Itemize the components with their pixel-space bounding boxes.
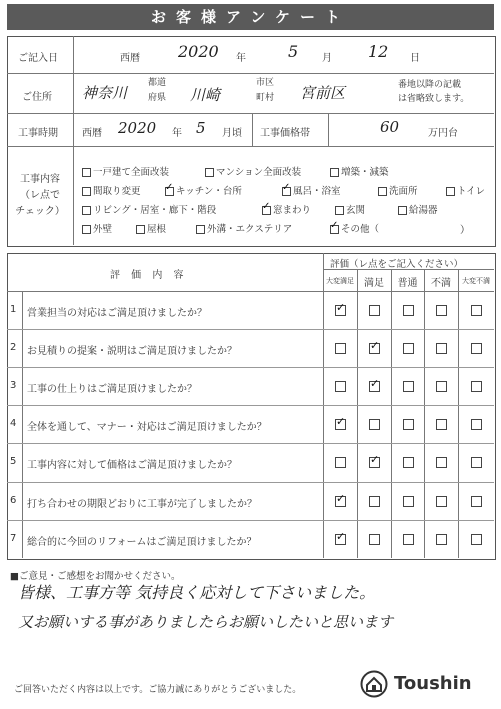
work-period-month-unit: 月頃: [222, 128, 242, 139]
checkbox-icon[interactable]: [335, 206, 344, 215]
rating-column-header: 普通: [397, 278, 418, 289]
work-option[interactable]: [282, 183, 341, 197]
rating-checkbox[interactable]: [403, 534, 414, 545]
date-day-unit: 日: [410, 53, 420, 64]
question-text: 打ち合わせの期限どおりに工事が完了しましたか？: [27, 498, 257, 510]
work-option[interactable]: [136, 221, 166, 235]
price-range-value[interactable]: 60: [380, 118, 400, 136]
date-year-unit: 年: [236, 53, 246, 64]
evaluation-table: [7, 253, 496, 560]
work-option-label: リビング・居室・廊下・階段: [93, 205, 217, 216]
work-option-label: 外壁: [93, 224, 113, 235]
work-content-label: 工事内容 （レ点で チェック）: [15, 174, 65, 217]
evaluation-header-rating: 評価（レ点をご記入ください）: [330, 259, 464, 270]
work-period-era: 西暦: [82, 128, 102, 139]
question-number: 7: [10, 532, 17, 544]
work-option[interactable]: [446, 183, 485, 197]
work-option-label: 給湯器: [409, 205, 438, 216]
work-option-label: 外溝・エクステリア: [207, 224, 293, 235]
checkbox-icon[interactable]: [82, 225, 91, 234]
work-option[interactable]: [82, 164, 169, 178]
address-town-value[interactable]: 宮前区: [300, 84, 346, 102]
price-range-unit: 万円台: [428, 128, 458, 139]
address-city-units: 市区 町村: [256, 78, 275, 103]
rating-checkbox[interactable]: [369, 419, 380, 430]
question-text: 工事の仕上りはご満足頂けましたか？: [27, 384, 197, 396]
checkbox-icon[interactable]: [205, 168, 214, 177]
address-pref-value[interactable]: 神奈川: [82, 84, 128, 102]
checkbox-icon[interactable]: [330, 225, 339, 234]
checkbox-icon[interactable]: [378, 187, 387, 196]
work-option-label: トイレ: [457, 186, 486, 197]
brand-name: Toushin: [394, 673, 472, 694]
other-close-paren: ）: [460, 225, 470, 236]
rating-column-header: 満足: [364, 278, 384, 289]
rating-checkbox[interactable]: [471, 305, 482, 316]
rating-checkbox[interactable]: [335, 343, 346, 354]
address-note: 番地以降の記載 は省略致します。: [398, 80, 470, 104]
question-text: 工事内容に対して価格はご満足頂けましたか？: [27, 460, 237, 472]
rating-checkbox[interactable]: [335, 419, 346, 430]
work-period-year-unit: 年: [172, 128, 182, 139]
question-number: 2: [10, 342, 17, 354]
checkbox-icon[interactable]: [446, 187, 455, 196]
work-period-label: 工事時期: [18, 128, 58, 139]
question-number: 3: [10, 380, 17, 392]
rating-checkbox[interactable]: [335, 381, 346, 392]
rating-checkbox[interactable]: [369, 305, 380, 316]
work-option-label: 増築・減築: [341, 167, 389, 178]
rating-checkbox[interactable]: [436, 496, 447, 507]
rating-checkbox[interactable]: [436, 305, 447, 316]
question-text: お見積りの提案・説明はご満足頂けましたか？: [27, 346, 237, 358]
rating-checkbox[interactable]: [436, 343, 447, 354]
address-city-value[interactable]: 川崎: [190, 86, 221, 104]
rating-checkbox[interactable]: [471, 419, 482, 430]
checkbox-icon[interactable]: [262, 206, 271, 215]
question-text: 営業担当の対応はご満足頂けましたか？: [27, 308, 207, 319]
rating-checkbox[interactable]: [403, 305, 414, 316]
date-year-value[interactable]: 2020: [178, 42, 219, 61]
work-period-year-value[interactable]: 2020: [118, 119, 157, 137]
rating-checkbox[interactable]: [369, 496, 380, 507]
question-text: 全体を通して、マナー・対応はご満足頂けましたか？: [27, 422, 267, 434]
rating-checkbox[interactable]: [436, 457, 447, 468]
rating-column-header: 大変満足: [326, 277, 354, 285]
rating-checkbox[interactable]: [471, 381, 482, 392]
rating-checkbox[interactable]: [471, 343, 482, 354]
rating-checkbox[interactable]: [436, 534, 447, 545]
rating-column-header: 不満: [431, 278, 451, 289]
work-option[interactable]: [330, 221, 379, 235]
work-option-label: 屋根: [147, 224, 167, 235]
work-option[interactable]: [82, 183, 141, 197]
work-option-label: 間取り変更: [93, 186, 141, 197]
rating-checkbox[interactable]: [436, 381, 447, 392]
rating-checkbox[interactable]: [335, 305, 346, 316]
work-option-label: その他（: [341, 224, 380, 235]
address-label: ご住所: [22, 92, 52, 103]
rating-checkbox[interactable]: [369, 381, 380, 392]
comments-line-1[interactable]: 皆様、工事方等 気持良く応対して下さいました。: [18, 583, 376, 602]
work-option-label: 一戸建て全面改装: [93, 167, 170, 178]
checkbox-icon[interactable]: [136, 225, 145, 234]
work-option[interactable]: [82, 202, 216, 216]
question-number: 1: [10, 304, 17, 315]
date-month-unit: 月: [322, 53, 332, 64]
work-option[interactable]: [262, 202, 311, 216]
rating-checkbox[interactable]: [403, 381, 414, 392]
checkbox-icon[interactable]: [282, 187, 291, 196]
checkbox-icon[interactable]: [398, 206, 407, 215]
work-option[interactable]: [196, 221, 292, 235]
work-option[interactable]: [82, 221, 112, 235]
question-text: 総合的に今回のリフォームはご満足頂けましたか？: [27, 536, 257, 548]
rating-column-header: 大変不満: [462, 277, 490, 285]
work-option-label: 玄関: [346, 205, 366, 216]
work-option-label: 洗面所: [389, 186, 418, 197]
comments-label: ■ご意見・ご感想をお聞かせください。: [10, 571, 181, 582]
question-number: 6: [10, 494, 17, 506]
work-option[interactable]: [205, 164, 301, 178]
checkbox-icon[interactable]: [196, 225, 205, 234]
price-range-label: 工事価格帯: [260, 128, 310, 139]
address-pref-units: 都道 府県: [148, 78, 167, 103]
footer-text: ご回答いただく内容は以上です。ご協力誠にありがとうございました。: [14, 685, 302, 695]
rating-checkbox[interactable]: [403, 496, 414, 507]
checkbox-icon[interactable]: [82, 168, 91, 177]
rating-checkbox[interactable]: [403, 457, 414, 468]
date-day-value[interactable]: 12: [368, 42, 389, 61]
rating-checkbox[interactable]: [369, 534, 380, 545]
rating-checkbox[interactable]: [335, 534, 346, 545]
work-option[interactable]: [398, 202, 438, 216]
rating-checkbox[interactable]: [335, 496, 346, 507]
rating-checkbox[interactable]: [403, 343, 414, 354]
work-option-label: キッチン・台所: [176, 186, 242, 197]
rating-checkbox[interactable]: [436, 419, 447, 430]
date-month-value[interactable]: 5: [288, 42, 299, 61]
comments-line-2[interactable]: 又お願いする事がありましたらお願いしたいと思います: [18, 613, 394, 631]
work-option-label: 窓まわり: [273, 205, 312, 216]
house-logo-icon: [360, 670, 388, 698]
date-label: ご記入日: [18, 53, 58, 64]
work-option[interactable]: [378, 183, 418, 197]
work-option[interactable]: [330, 164, 389, 178]
work-option[interactable]: [335, 202, 365, 216]
checkbox-icon[interactable]: [82, 187, 91, 196]
checkbox-icon[interactable]: [330, 168, 339, 177]
work-option-label: 風呂・浴室: [293, 186, 341, 197]
rating-checkbox[interactable]: [335, 457, 346, 468]
work-option-label: マンション全面改装: [216, 167, 302, 178]
question-number: 4: [10, 418, 17, 430]
question-number: 5: [10, 456, 17, 468]
checkbox-icon[interactable]: [82, 206, 91, 215]
rating-checkbox[interactable]: [471, 457, 482, 468]
checkbox-icon[interactable]: [165, 187, 174, 196]
rating-checkbox[interactable]: [403, 419, 414, 430]
rating-checkbox[interactable]: [369, 343, 380, 354]
work-option[interactable]: [165, 183, 242, 197]
evaluation-header-content: 評 価 内 容: [110, 270, 188, 281]
rating-checkbox[interactable]: [471, 496, 482, 507]
rating-checkbox[interactable]: [471, 534, 482, 545]
date-era: 西暦: [120, 53, 140, 64]
work-period-month-value[interactable]: 5: [196, 119, 206, 137]
survey-title: お客様アンケート: [7, 4, 494, 30]
rating-checkbox[interactable]: [369, 457, 380, 468]
